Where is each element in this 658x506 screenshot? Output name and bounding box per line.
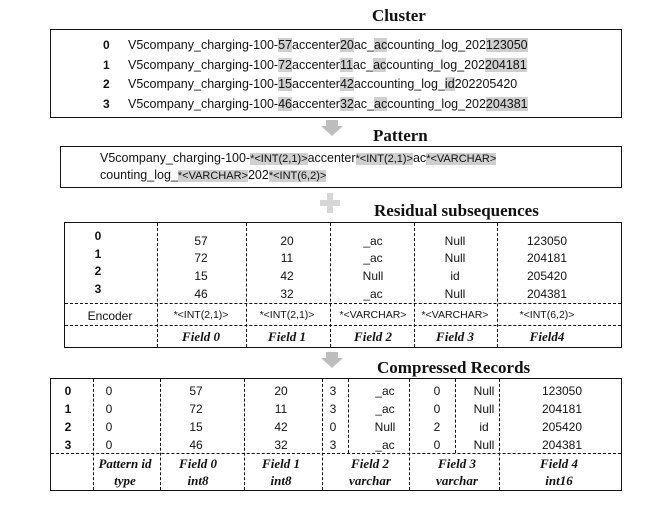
residual-row-index: 0 [94, 229, 102, 243]
cluster-constant-segment: 202205420 [454, 77, 518, 91]
field2-length: 3 [329, 384, 337, 398]
pattern-constant: ac [412, 151, 427, 165]
subcolumn-divider [455, 379, 456, 453]
residual-row-index: 3 [94, 282, 102, 296]
residual-field-label: Field 1 [268, 329, 306, 344]
field4-value: 204181 [541, 402, 583, 416]
field3-value: Null [473, 438, 495, 452]
residual-field-label: Field 0 [182, 329, 220, 344]
residual-value: 32 [280, 287, 294, 301]
compressed-header-name: Field 1 [262, 456, 300, 471]
column-divider [157, 223, 158, 347]
column-divider [246, 223, 247, 347]
compressed-header-name: Field 2 [351, 456, 389, 471]
row-divider [51, 453, 621, 454]
compressed-row-index: 3 [64, 438, 72, 452]
column-divider [414, 223, 415, 347]
column-divider [322, 379, 323, 490]
residual-value: _ac [363, 251, 383, 265]
cluster-variable-segment: 32 [339, 96, 354, 111]
pattern-token: *<VARCHAR> [177, 170, 248, 182]
residual-field-label: Field 2 [354, 329, 392, 344]
residual-encoder: *<INT(6,2)> [519, 309, 575, 321]
row-divider [65, 303, 621, 304]
column-divider [93, 379, 94, 490]
cluster-constant-segment: V5company_charging-100- [128, 38, 279, 52]
residual-value: 57 [194, 234, 208, 248]
field0-value: 72 [189, 402, 203, 416]
cluster-variable-segment: 11 [339, 57, 353, 72]
residual-value: id [450, 269, 460, 283]
residual-value: 204181 [526, 251, 568, 265]
field3-length: 0 [433, 438, 441, 452]
compressed-header-name: Field 0 [179, 456, 217, 471]
row-divider [65, 325, 621, 326]
residual-value: 72 [194, 251, 208, 265]
cluster-row [128, 58, 527, 72]
field0-value: 57 [189, 384, 203, 398]
pattern-id-value: 0 [105, 438, 113, 452]
cluster-row [128, 77, 517, 91]
cluster-constant-segment: accenter [292, 96, 340, 111]
residual-value: Null [444, 287, 466, 301]
field3-value: Null [473, 384, 495, 398]
pattern-token: *<VARCHAR> [426, 153, 497, 165]
cluster-constant-segment: V5company_charging-100- [128, 57, 279, 72]
cluster-constant-segment: accenter [292, 38, 340, 52]
pattern-token: *<INT(6,2)> [268, 170, 327, 182]
plus-icon-vertical [327, 193, 333, 213]
field1-value: 20 [274, 384, 288, 398]
cluster-variable-segment: 72 [278, 57, 292, 72]
compressed-header-name: Field 3 [438, 456, 476, 471]
pattern-line-2 [100, 168, 326, 182]
residual-value: _ac [363, 234, 383, 248]
column-divider [330, 223, 331, 347]
pattern-token: *<INT(2,1)> [250, 153, 308, 165]
cluster-constant-segment: accenter [292, 77, 340, 91]
field2-length: 3 [329, 438, 337, 452]
compressed-header-type: int8 [187, 473, 209, 488]
column-divider [409, 379, 410, 490]
cluster-constant-segment: counting_log_202 [387, 38, 486, 52]
pattern-constant: accenter [307, 151, 356, 165]
down-arrow-icon [321, 126, 343, 136]
residual-value: 15 [194, 269, 208, 283]
compressed-header-type: varchar [436, 473, 478, 488]
column-divider [497, 223, 498, 347]
field3-length: 0 [433, 402, 441, 416]
encoder-label: Encoder [87, 309, 133, 323]
residual-value: Null [444, 234, 466, 248]
column-divider [160, 379, 161, 490]
residual-encoder: *<INT(2,1)> [259, 309, 315, 321]
pattern-token: *<INT(2,1)> [355, 153, 413, 165]
field0-value: 15 [189, 420, 203, 434]
field3-length: 0 [433, 384, 441, 398]
compressed-row-index: 1 [64, 402, 72, 416]
cluster-variable-segment: 15 [278, 77, 292, 91]
pattern-id-value: 0 [105, 384, 113, 398]
compressed-row-index: 2 [64, 420, 72, 434]
field3-value: id [479, 420, 489, 434]
cluster-constant-segment: V5company_charging-100- [128, 96, 279, 111]
compressed-header-name: Field 4 [540, 456, 578, 471]
residual-field-label: Field4 [529, 329, 565, 344]
cluster-row-index: 2 [103, 77, 110, 91]
cluster-constant-segment: ac_ [352, 57, 374, 72]
residual-row-index: 2 [94, 264, 102, 278]
cluster-variable-segment: 42 [339, 77, 354, 91]
field3-length: 2 [433, 420, 441, 434]
pattern-title: Pattern [373, 126, 428, 145]
residual-value: 205420 [526, 269, 568, 283]
compressed-header-type: int8 [270, 473, 292, 488]
cluster-constant-segment: ac [353, 77, 368, 91]
cluster-title: Cluster [372, 6, 426, 25]
field2-value: _ac [375, 438, 395, 452]
pattern-line-1 [100, 151, 496, 165]
column-divider [499, 379, 500, 490]
field3-value: Null [473, 402, 495, 416]
residual-value: Null [362, 269, 384, 283]
cluster-variable-segment: ac [373, 57, 387, 72]
residual-value: _ac [363, 287, 383, 301]
field2-length: 0 [329, 420, 337, 434]
field1-value: 11 [274, 402, 288, 416]
cluster-constant-segment: counting_log_ [367, 77, 445, 91]
cluster-variable-segment: id [444, 77, 455, 91]
cluster-variable-segment: 46 [278, 96, 292, 111]
residual-value: 20 [280, 234, 294, 248]
cluster-variable-segment: ac [374, 96, 388, 111]
cluster-variable-segment: ac [374, 38, 388, 52]
residual-value: Null [444, 251, 466, 265]
pattern-constant: counting_log_ [100, 168, 178, 182]
residual-value: 11 [280, 251, 294, 265]
subcolumn-divider [348, 379, 349, 453]
cluster-variable-segment: 123050 [485, 38, 528, 52]
down-arrow-icon-2 [321, 358, 343, 368]
compressed-title: Compressed Records [377, 358, 531, 377]
cluster-row-index: 3 [103, 96, 110, 111]
compressed-header-type: int16 [545, 473, 573, 488]
field4-value: 205420 [541, 420, 583, 434]
field4-value: 123050 [541, 384, 583, 398]
field4-value: 204381 [541, 438, 583, 452]
cluster-constant-segment: counting_log_202 [387, 96, 486, 111]
cluster-row-index: 0 [103, 38, 110, 52]
cluster-constant-segment: ac_ [353, 96, 375, 111]
cluster-variable-segment: 20 [339, 38, 354, 52]
cluster-row-index: 1 [103, 57, 110, 72]
field0-value: 46 [189, 438, 203, 452]
pattern-id-value: 0 [105, 420, 113, 434]
compressed-header-type: varchar [349, 473, 391, 488]
pattern-constant: 202 [247, 168, 269, 182]
cluster-row [128, 38, 528, 52]
cluster-constant-segment: ac_ [353, 38, 375, 52]
compressed-header-name: Pattern id [98, 456, 152, 471]
field2-length: 3 [329, 402, 337, 416]
cluster-row [128, 97, 528, 111]
residual-row-index: 1 [94, 247, 102, 261]
residual-field-label: Field 3 [436, 329, 474, 344]
field1-value: 42 [274, 420, 288, 434]
cluster-variable-segment: 204181 [485, 57, 527, 72]
residual-value: 123050 [526, 234, 568, 248]
field1-value: 32 [274, 438, 288, 452]
cluster-constant-segment: V5company_charging-100- [128, 77, 279, 91]
residual-encoder: *<VARCHAR> [339, 309, 407, 321]
cluster-variable-segment: 204381 [485, 96, 528, 111]
column-divider [244, 379, 245, 490]
residual-encoder: *<VARCHAR> [421, 309, 489, 321]
residual-value: 46 [194, 287, 208, 301]
cluster-constant-segment: accenter [292, 57, 340, 72]
cluster-constant-segment: counting_log_202 [386, 57, 485, 72]
field2-value: _ac [375, 384, 395, 398]
compressed-row-index: 0 [64, 384, 72, 398]
residual-value: 204381 [526, 287, 568, 301]
field2-value: Null [374, 420, 396, 434]
pattern-constant: V5company_charging-100- [100, 151, 251, 165]
compressed-header-type: type [114, 473, 136, 488]
pattern-id-value: 0 [105, 402, 113, 416]
residual-title: Residual subsequences [374, 201, 539, 220]
residual-encoder: *<INT(2,1)> [173, 309, 229, 321]
field2-value: _ac [375, 402, 395, 416]
residual-value: 42 [280, 269, 294, 283]
cluster-variable-segment: 57 [278, 38, 292, 52]
